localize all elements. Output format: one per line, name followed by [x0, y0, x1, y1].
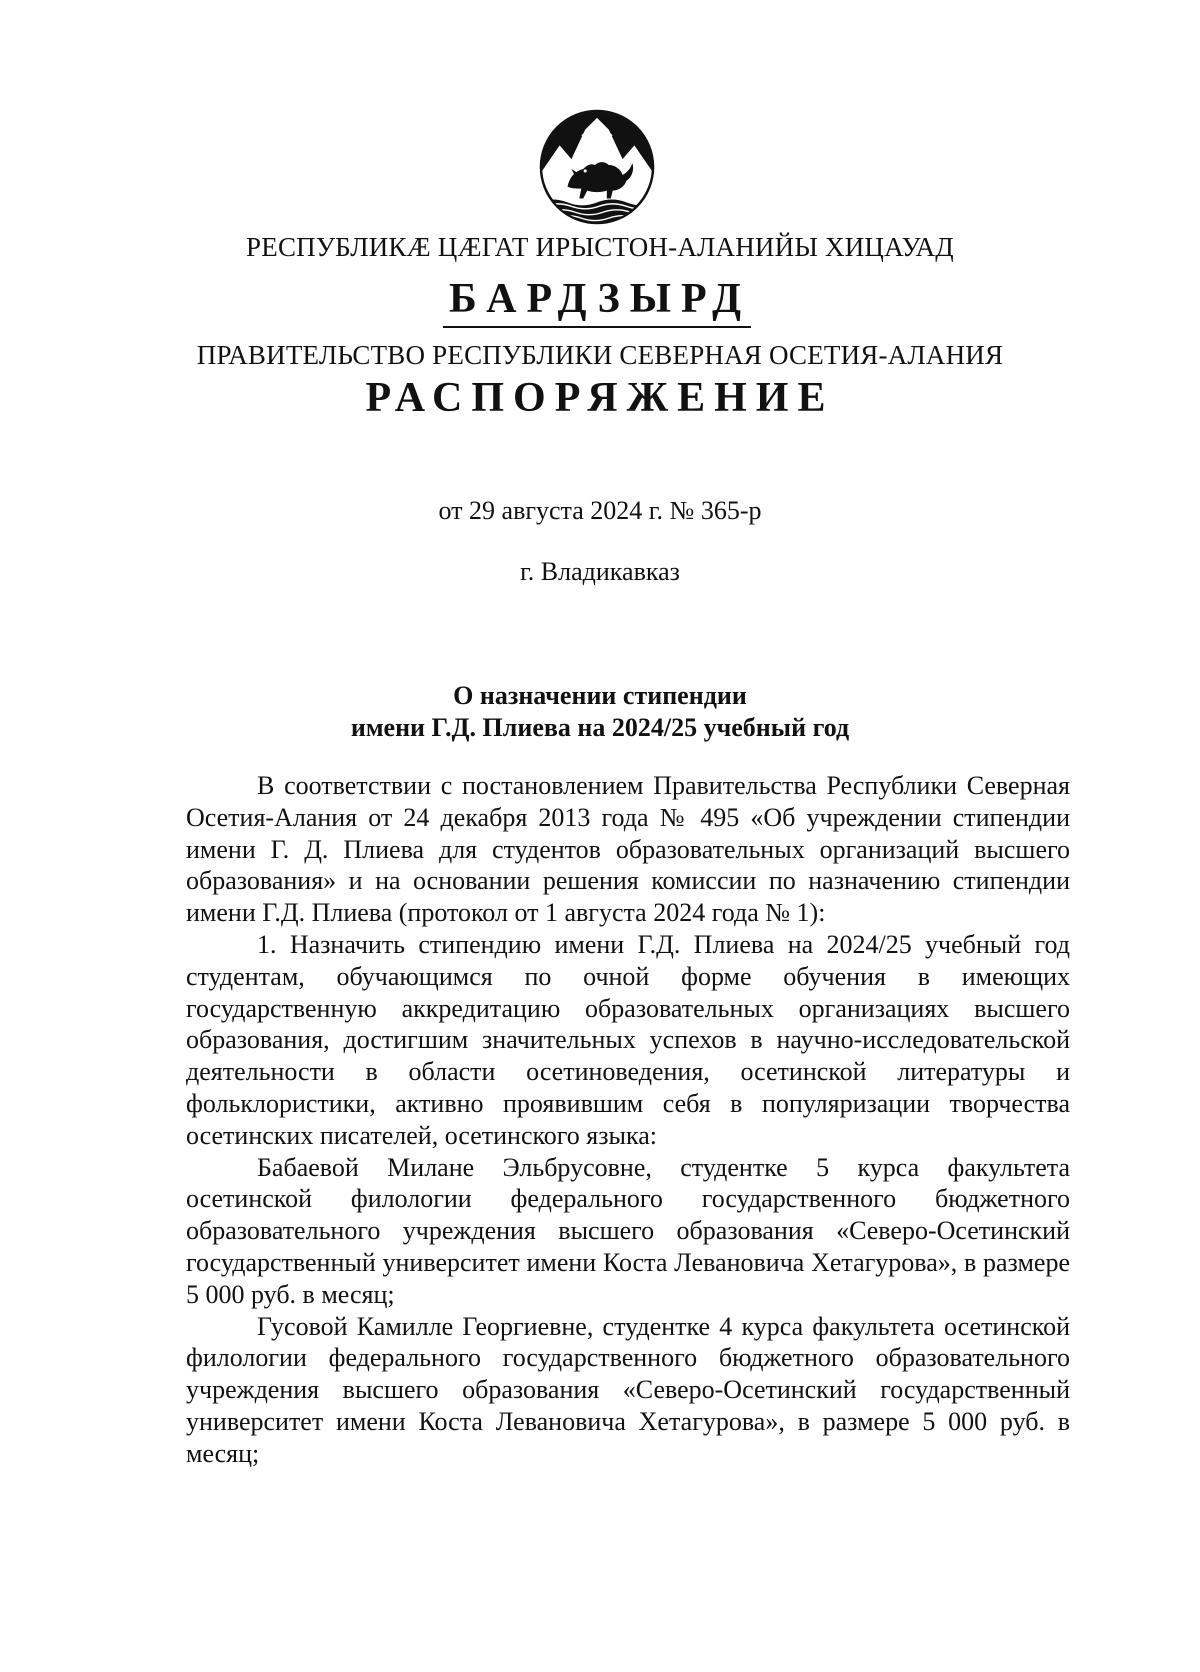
- document-city: г. Владикавказ: [520, 557, 680, 586]
- org-name-ossetian: РЕСПУБЛИКÆ ЦÆГАТ ИРЫСТОН-АЛАНИЙЫ ХИЦАУАД: [246, 232, 954, 262]
- document-date-number: от 29 августа 2024 г. № 365-р: [438, 496, 762, 525]
- coat-of-arms-icon: [538, 108, 656, 226]
- document-heading-line-2: имени Г.Д. Плиева на 2024/25 учебный год: [350, 713, 850, 742]
- document-type-russian: РАСПОРЯЖЕНИЕ: [365, 375, 835, 421]
- document-type-ossetian: БАРДЗЫРД: [448, 276, 752, 322]
- paragraph-recipient-1: Бабаевой Милане Эльбрусовне, студентке 5 курса факультета осетинской филологии федерального государственного бюджетного образовательного учреждения высшего образования «Северо-Осетинский государственный университет имени Коста Левановича Хетагурова», в размере 5 000 руб. в месяц;: [186, 1152, 1070, 1309]
- document-body: [186, 770, 1070, 1470]
- org-name-russian: ПРАВИТЕЛЬСТВО РЕСПУБЛИКИ СЕВЕРНАЯ ОСЕТИЯ-АЛАНИЯ: [196, 340, 1004, 370]
- paragraph-preamble: В соответствии с постановлением Правительства Республики Северная Осетия-Алания от 24 декабря 2013 года № 495 «Об учреждении стипендии имени Г. Д. Плиева для студентов образовательных организаций высшего образования» и на основании решения комиссии по назначению стипендии имени Г.Д. Плиева (протокол от 1 августа 2024 года № 1):: [186, 771, 1070, 928]
- title-divider: [443, 326, 751, 328]
- document-heading-line-1: О назначении стипендии: [453, 681, 747, 710]
- paragraph-recipient-2: Гусовой Камилле Георгиевне, студентке 4 курса факультета осетинской филологии федерального государственного бюджетного образовательного учреждения высшего образования «Северо-Осетинский государственный университет имени Коста Левановича Хетагурова», в размере 5 000 руб. в месяц;: [186, 1311, 1070, 1468]
- paragraph-item-1: 1. Назначить стипендию имени Г.Д. Плиева на 2024/25 учебный год студентам, обучающимся по очной форме обучения в имеющих государственную аккредитацию образовательных организациях высшего образования, достигшим значительных успехов в научно-исследовательской деятельности в области осетиноведения, осетинской литературы и фольклористики, активно проявившим себя в популяризации творчества осетинских писателей, осетинского языка:: [186, 929, 1070, 1150]
